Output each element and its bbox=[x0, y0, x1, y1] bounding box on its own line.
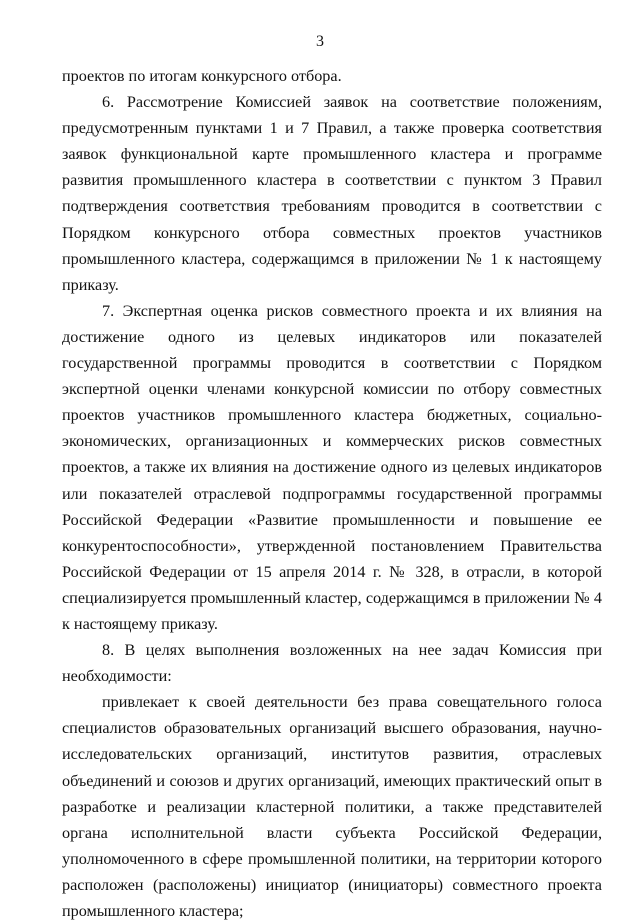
paragraph-continuation: проектов по итогам конкурсного отбора. bbox=[62, 67, 342, 85]
paragraph-item-6: 6. Рассмотрение Комиссией заявок на соответствие положениям, предусмотренным пунктами 1 и 7 Правил, а также проверка соответствия заявок функциональной карте промышленного кластера и программе развития промышленного кластера в соответствии с пунктом 3 Правил подтверждения соответствия требованиям проводится в соответствии с Порядком конкурсного отбора совместных проектов участников промышленного кластера, содержащимся в приложении № 1 к настоящему приказу. bbox=[62, 93, 602, 294]
paragraph-item-7: 7. Экспертная оценка рисков совместного проекта и их влияния на достижение одного из целевых индикаторов или показателей государственной программы проводится в соответствии с Порядком экспертной оценки членами конкурсной комиссии по отбору совместных проектов участников промышленного кластера бюджетных, социально-экономических, организационных и коммерческих рисков совместных проектов, а также их влияния на достижение одного из целевых индикаторов или показателей отраслевой подпрограммы государственной программы Российской Федерации «Развитие промышленности и повышение ее конкурентоспособности», утвержденной постановлением Правительства Российской Федерации от 15 апреля 2014 г. № 328, в отрасли, в которой специализируется промышленный кластер, содержащимся в приложении № 4 к настоящему приказу. bbox=[62, 301, 602, 633]
paragraph-item-8-subitem: привлекает к своей деятельности без права совещательного голоса специалистов образовательных организаций высшего образования, научно-исследовательских организаций, институтов развития, отраслевых объединений и союзов и других организаций, имеющих практический опыт в разработке и реализации кластерной политики, а также представителей органа исполнительной власти субъекта Российской Федерации, уполномоченного в сфере промышленной политики, на территории которого расположен (расположены) инициатор (инициаторы) совместного проекта промышленного кластера; bbox=[62, 693, 602, 920]
page-number: 3 bbox=[316, 33, 324, 50]
paragraph-item-8: 8. В целях выполнения возложенных на нее задач Комиссия при необходимости: bbox=[62, 641, 602, 686]
document-body bbox=[62, 63, 602, 924]
